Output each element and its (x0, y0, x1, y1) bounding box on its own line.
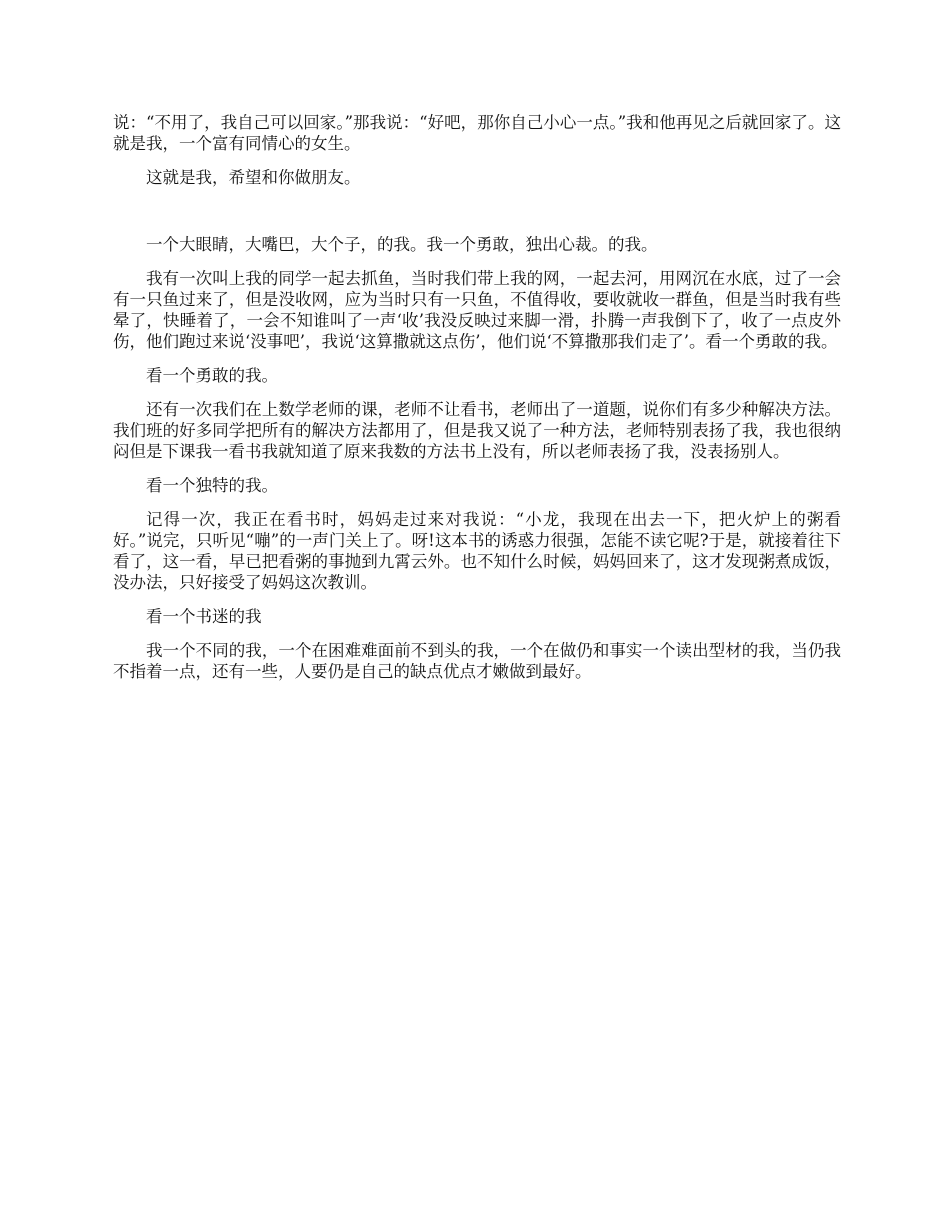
paragraph-closing: 这就是我，希望和你做朋友。 (146, 168, 361, 187)
paragraph-intro: 一个大眼睛，大嘴巴，大个子，的我。我一个勇敢，独出心裁。的我。 (146, 235, 658, 254)
paragraph-bookworm-summary: 看一个书迷的我 (146, 607, 262, 626)
paragraph-fishing-story: 我有一次叫上我的同学一起去抓鱼，当时我们带上我的网，一起去河，用网沉在水底，过了一会有一只鱼过来了，但是没收网，应为当时只有一只鱼，不值得收，要收就收一群鱼，但是当时我有些晕了，快睡着了，一会不知谁叫了一声‘收’我没反映过来脚一滑，扑腾一声我倒下了，收了一点皮外伤，他们跑过来说‘没事吧’，我说‘这算撒就这点伤’，他们说‘不算撒那我们走了’。看一个勇敢的我。 (113, 269, 841, 351)
paragraph-continuation: 说：“不用了，我自己可以回家。”那我说：“好吧，那你自己小心一点。”我和他再见之后就回家了。这就是我，一个富有同情心的女生。 (113, 113, 841, 153)
paragraph-reading-story: 记得一次，我正在看书时，妈妈走过来对我说：“小龙，我现在出去一下，把火炉上的粥看好。”说完，只听见“嘣”的一声门关上了。呀!这本书的诱惑力很强，怎能不读它呢?于是，就接着往下看了，这一看，早已把看粥的事抛到九霄云外。也不知什么时候，妈妈回来了，这才发现粥煮成饭，没办法，只好接受了妈妈这次教训。 (113, 510, 841, 592)
paragraph-unique-summary: 看一个独特的我。 (146, 476, 278, 495)
paragraph-brave-summary: 看一个勇敢的我。 (146, 366, 278, 385)
paragraph-math-story: 还有一次我们在上数学老师的课，老师不让看书，老师出了一道题，说你们有多少种解决方法。我们班的好多同学把所有的解决方法都用了，但是我又说了一种方法，老师特别表扬了我，我也很纳闷但是下课我一看书我就知道了原来我数的方法书上没有，所以老师表扬了我，没表扬别人。 (113, 400, 841, 461)
section-gap (113, 201, 841, 234)
paragraph-conclusion: 我一个不同的我，一个在困难难面前不到头的我，一个在做仍和事实一个读出型材的我，当仍我不指着一点，还有一些，人要仍是自己的缺点优点才嫩做到最好。 (113, 641, 841, 681)
document-page (113, 112, 841, 695)
